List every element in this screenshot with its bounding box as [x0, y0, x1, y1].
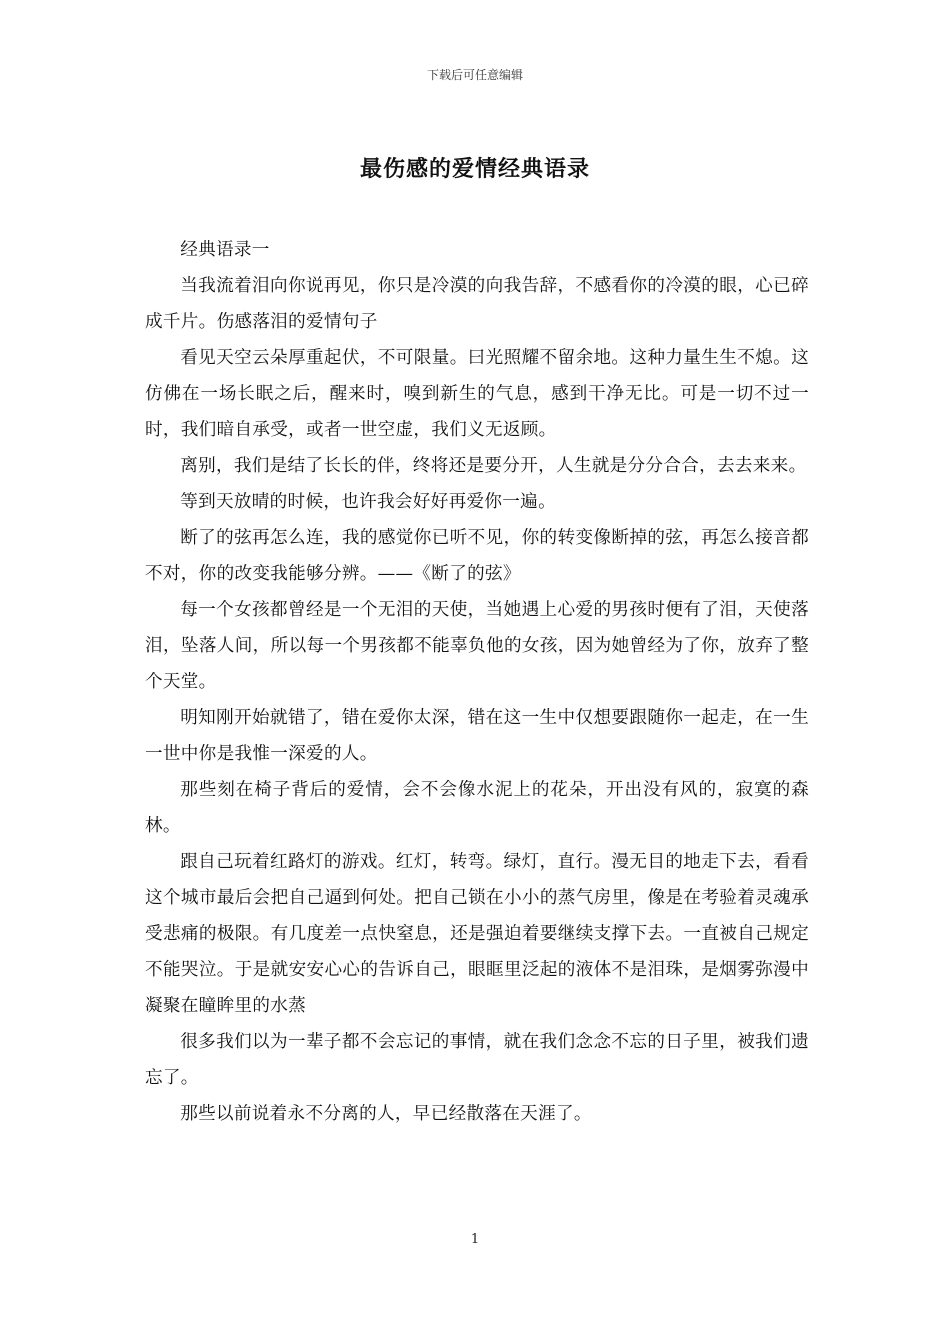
- paragraph: 看见天空云朵厚重起伏，不可限量。曰光照耀不留余地。这种力量生生不熄。这仿佛在一场长眠之后，醒来时，嗅到新生的气息，感到干净无比。可是一切不过一时，我们暗自承受，或者一世空虚，我们义无返顾。: [145, 348, 809, 440]
- page-number: 1: [470, 1232, 480, 1247]
- paragraph: 每一个女孩都曾经是一个无泪的天使，当她遇上心爱的男孩时便有了泪，天使落泪，坠落人间，所以每一个男孩都不能辜负他的女孩，因为她曾经为了你，放弃了整个天堂。: [145, 600, 809, 692]
- document-title: 最伤感的爱情经典语录: [359, 156, 590, 182]
- paragraph: 等到天放晴的时候，也许我会好好再爱你一遍。: [180, 492, 556, 512]
- paragraph: 那些以前说着永不分离的人，早已经散落在天涯了。: [180, 1104, 592, 1124]
- paragraph: 当我流着泪向你说再见，你只是冷漠的向我告辞，不感看你的冷漠的眼，心已碎成千片。伤感落泪的爱情句子: [145, 276, 809, 332]
- paragraph: 离别，我们是结了长长的伴，终将还是要分开，人生就是分分合合，去去来来。: [180, 456, 807, 476]
- paragraph: 跟自己玩着红路灯的游戏。红灯，转弯。绿灯，直行。漫无目的地走下去，看看这个城市最后会把自己逼到何处。把自己锁在小小的蒸气房里，像是在考验着灵魂承受悲痛的极限。有几度差一点快窒息，还是强迫着要继续支撑下去。一直被自己规定不能哭泣。于是就安安心心的告诉自己，眼眶里泛起的液体不是泪珠，是烟雾弥漫中凝聚在瞳眸里的水蒸: [145, 852, 809, 1016]
- paragraph: 断了的弦再怎么连，我的感觉你已听不见，你的转变像断掉的弦，再怎么接音都不对，你的改变我能够分辨。——《断了的弦》: [145, 528, 809, 584]
- section-heading: 经典语录一: [180, 240, 270, 260]
- paragraph: 那些刻在椅子背后的爱情，会不会像水泥上的花朵，开出没有风的，寂寞的森林。: [145, 780, 809, 836]
- paragraph: 明知刚开始就错了，错在爱你太深，错在这一生中仅想要跟随你一起走，在一生一世中你是我惟一深爱的人。: [145, 708, 809, 764]
- paragraph: 很多我们以为一辈子都不会忘记的事情，就在我们念念不忘的日子里，被我们遗忘了。: [145, 1032, 809, 1088]
- header-note: 下载后可任意编辑: [426, 68, 523, 82]
- document-body: [145, 232, 809, 1132]
